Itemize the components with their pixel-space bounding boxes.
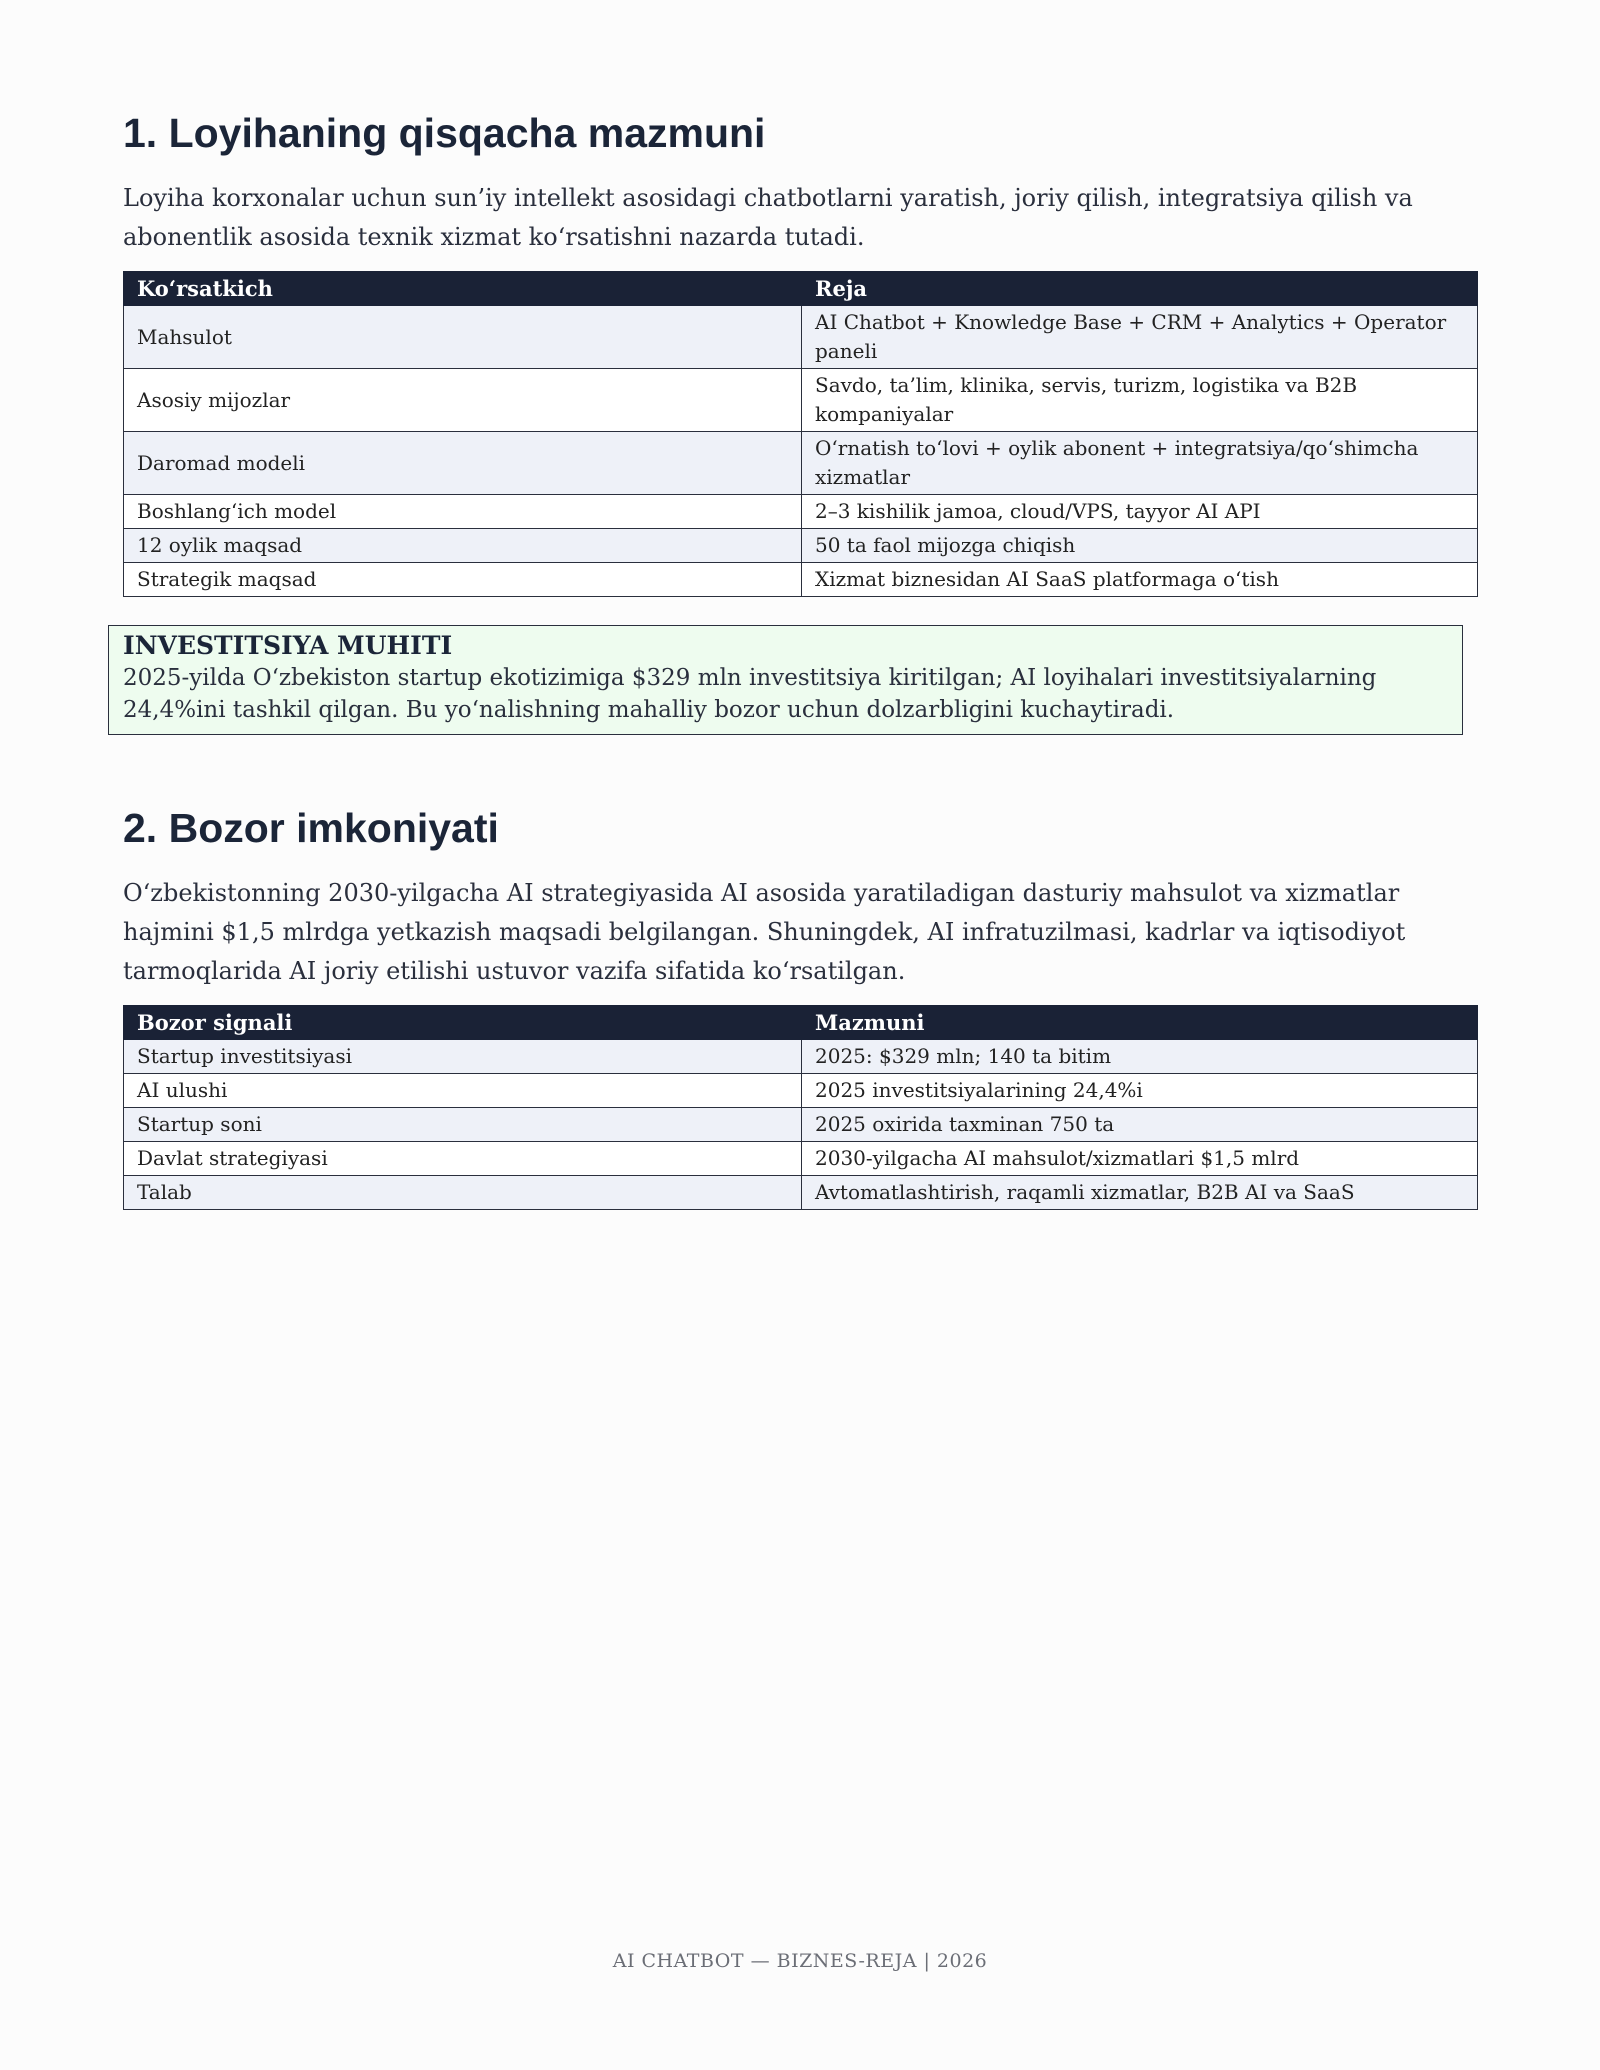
table-cell: Savdo, ta’lim, klinika, servis, turizm, logistika va B2B kompaniyalar [802,369,1478,432]
table-cell: 2025 oxirida taxminan 750 ta [802,1108,1478,1142]
table-cell: O‘rnatish to‘lovi + oylik abonent + integratsiya/qo‘shimcha xizmatlar [802,432,1478,495]
table-cell: Startup soni [124,1108,802,1142]
table-row [124,1074,1478,1108]
table-row [124,1176,1478,1210]
section-2-paragraph: O‘zbekistonning 2030-yilgacha AI strategiyasida AI asosida yaratiladigan dasturiy mahsulot va xizmatlar hajmini $1,5 mlrdga yetkazish maqsadi belgilangan. Shuningdek, AI infratuzilmasi, kadrlar va iqtisodiyot tarmoqlarida AI joriy etilishi ustuvor vazifa sifatida ko‘rsatilgan. [123,879,1406,985]
table-cell: Daromad modeli [124,432,802,495]
table-row [124,306,1478,369]
table-header-row [124,272,1478,306]
market-table [123,1005,1478,1210]
table-cell: AI ulushi [124,1074,802,1108]
table-row [124,1040,1478,1074]
table-cell: 2025: $329 mln; 140 ta bitim [802,1040,1478,1074]
page-footer: AI CHATBOT — BIZNES-REJA | 2026 [612,1950,988,1972]
table-row [124,1108,1478,1142]
table-header-row [124,1006,1478,1040]
table-cell: 2030-yilgacha AI mahsulot/xizmatlari $1,5 mlrd [802,1142,1478,1176]
section-1-heading: 1. Loyihaning qisqacha mazmuni [123,110,766,156]
table-row [124,495,1478,529]
column-header: Reja [802,272,1478,306]
table-row [124,369,1478,432]
column-header: Mazmuni [802,1006,1478,1040]
section-2-heading: 2. Bozor imkoniyati [123,805,499,851]
section-1 [123,105,1478,597]
callout-title: INVESTITSIYA MUHITI [123,631,453,660]
table-cell: Asosiy mijozlar [124,369,802,432]
table-cell: Startup investitsiyasi [124,1040,802,1074]
table-row [124,529,1478,563]
table-cell: 2–3 kishilik jamoa, cloud/VPS, tayyor AI API [802,495,1478,529]
table-row [124,432,1478,495]
table-cell: AI Chatbot + Knowledge Base + CRM + Analytics + Operator paneli [802,306,1478,369]
table-cell: 2025 investitsiyalarining 24,4%i [802,1074,1478,1108]
table-cell: Xizmat biznesidan AI SaaS platformaga o‘tish [802,563,1478,597]
table-cell: Talab [124,1176,802,1210]
column-header: Ko‘rsatkich [124,272,802,306]
table-cell: Avtomatlashtirish, raqamli xizmatlar, B2B AI va SaaS [802,1176,1478,1210]
column-header: Bozor signali [124,1006,802,1040]
table-cell: 50 ta faol mijozga chiqish [802,529,1478,563]
table-cell: Mahsulot [124,306,802,369]
summary-table [123,271,1478,597]
table-row [124,1142,1478,1176]
section-1-paragraph: Loyiha korxonalar uchun sun’iy intellekt asosidagi chatbotlarni yaratish, joriy qilish, integratsiya qilish va abonentlik asosida texnik xizmat ko‘rsatishni nazarda tutadi. [123,184,1413,251]
table-cell: 12 oylik maqsad [124,529,802,563]
callout-text: 2025-yilda O‘zbekiston startup ekotizimiga $329 mln investitsiya kiritilgan; AI loyihalari investitsiyalarning 24,4%ini tashkil qilgan. Bu yo‘nalishning mahalliy bozor uchun dolzarbligini kuchaytiradi. [123,665,1377,723]
table-cell: Strategik maqsad [124,563,802,597]
table-cell: Boshlang‘ich model [124,495,802,529]
investment-callout [108,625,1463,735]
table-cell: Davlat strategiyasi [124,1142,802,1176]
section-2 [123,800,1478,1210]
table-row [124,563,1478,597]
